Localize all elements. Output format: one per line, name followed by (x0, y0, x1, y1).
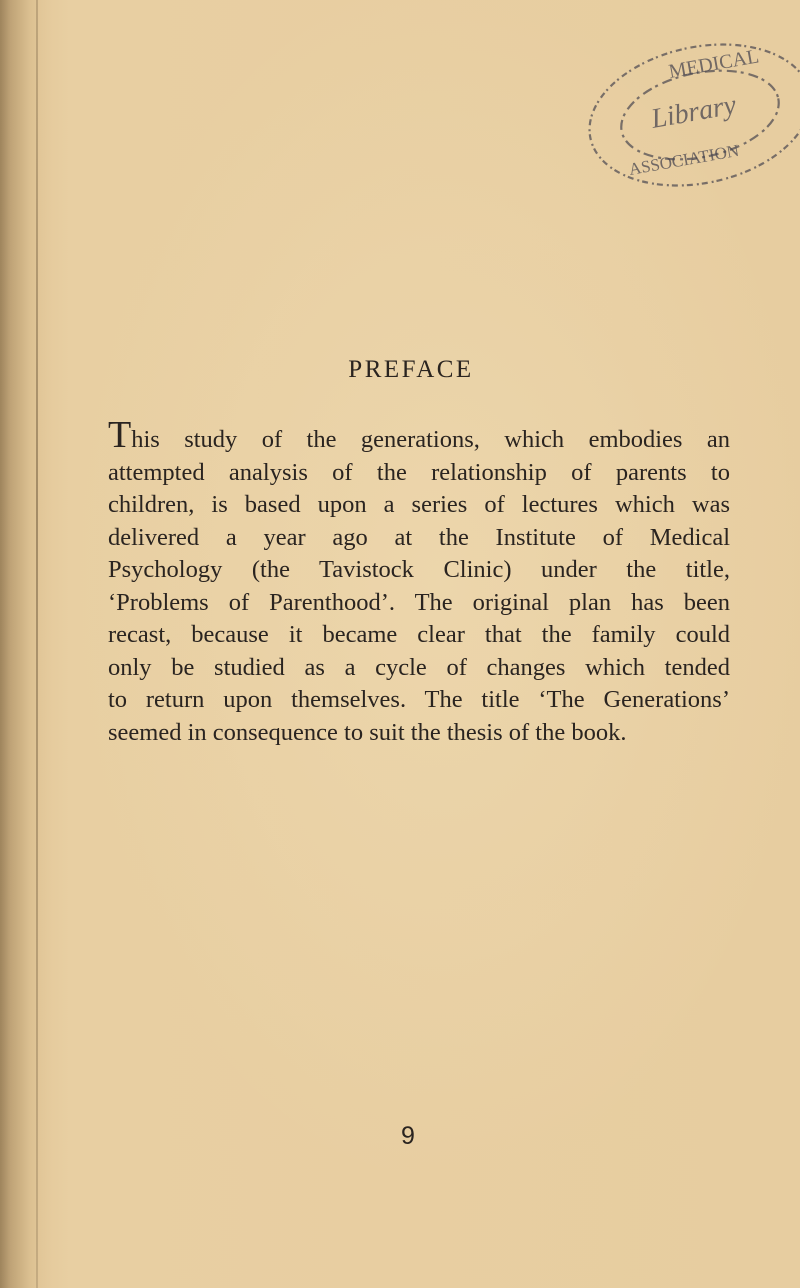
stamp-middle-text: Library (648, 89, 739, 135)
paragraph-line: delivered a year ago at the Institute of Medical (108, 523, 730, 551)
page-number: 9 (401, 1122, 415, 1150)
paragraph-line: to return upon themselves. The title ‘The Generations’ (108, 686, 730, 713)
paragraph-line: children, is based upon a series of lectures which was (108, 491, 730, 518)
stamp-top-text: MEDICAL (667, 45, 761, 83)
paragraph-line: This study of the generations, which embodies an (108, 414, 730, 456)
library-stamp-icon (575, 40, 800, 190)
drop-cap: T (108, 414, 132, 456)
paragraph-line: Psychology (the Tavistock Clinic) under the title, (108, 556, 730, 583)
paragraph-line: ‘Problems of Parenthood’. The original plan has been (108, 588, 730, 616)
preface-paragraph (108, 414, 730, 749)
stamp-bottom-text: ASSOCIATION (627, 140, 741, 179)
binding-gutter (0, 0, 52, 1288)
paragraph-line: only be studied as a cycle of changes which tended (108, 653, 730, 681)
paragraph-line: recast, because it became clear that the family could (108, 621, 730, 648)
gutter-crease (36, 0, 38, 1288)
paragraph-line: seemed in consequence to suit the thesis of the book. (108, 718, 627, 746)
page-title: PREFACE (348, 356, 474, 383)
paragraph-line: attempted analysis of the relationship of parents to (108, 458, 730, 486)
